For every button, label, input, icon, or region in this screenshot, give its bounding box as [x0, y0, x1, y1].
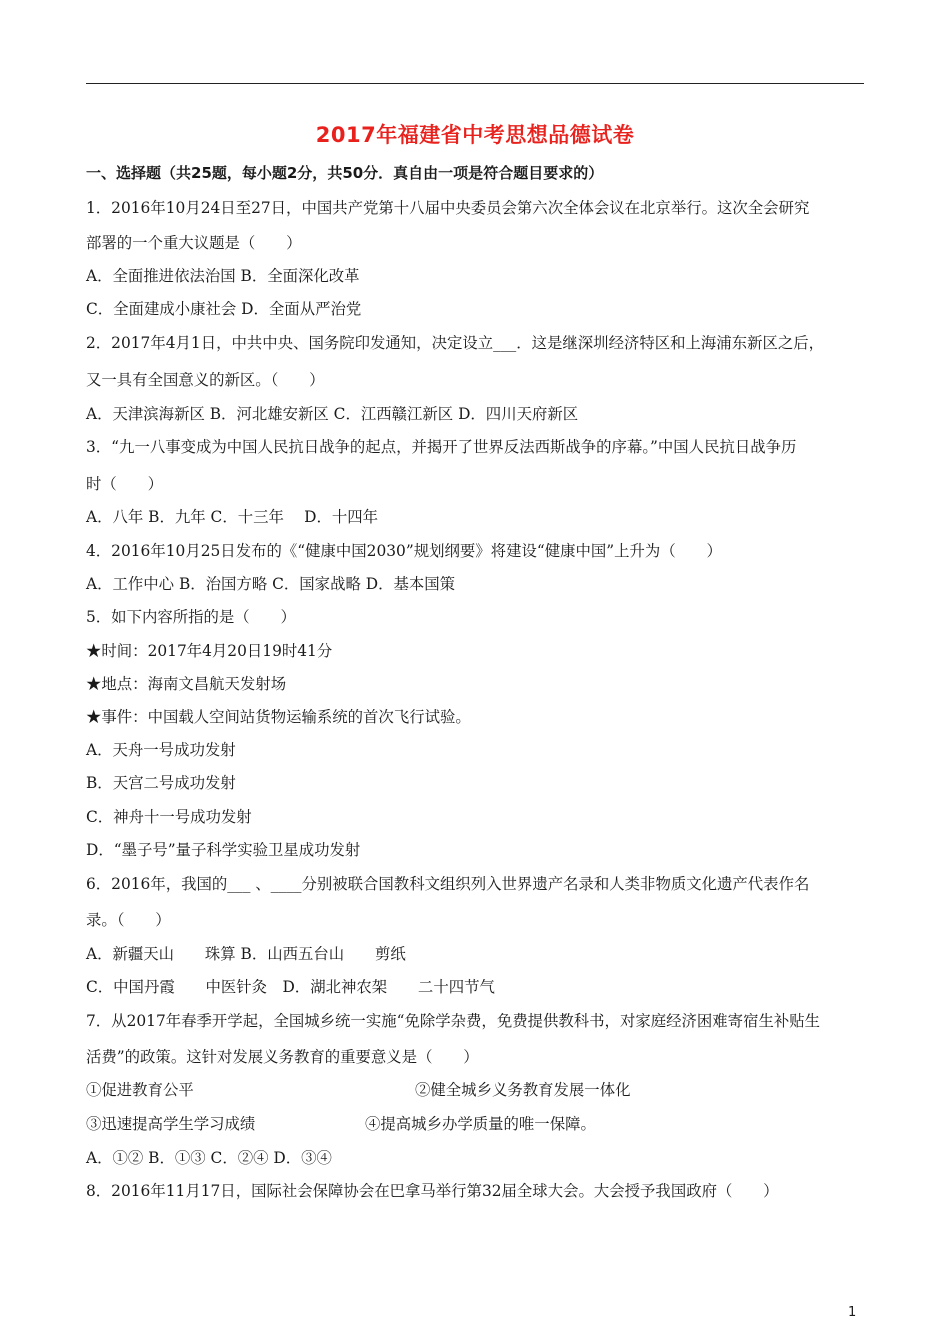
question-8-text: 8．2016年11月17日，国际社会保障协会在巴拿马举行第32届全球大会。大会授予我国政府（ ） [86, 1182, 779, 1200]
page-number: 1 [848, 1305, 857, 1320]
question-3-text-cont: 时（ ） [86, 475, 163, 493]
question-5-time: ★时间：2017年4月20日19时41分 [86, 642, 333, 660]
question-3-text: 3．“九一八事变成为中国人民抗日战争的起点，并揭开了世界反法西斯战争的序幕。”中国人民抗日战争历 [86, 438, 797, 456]
question-7-item-1: ①促进教育公平 [86, 1081, 194, 1099]
question-2-options: A．天津滨海新区 B．河北雄安新区 C．江西赣江新区 D．四川天府新区 [86, 405, 579, 423]
question-7-text: 7．从2017年春季开学起，全国城乡统一实施“免除学杂费，免费提供教科书，对家庭经济困难寄宿生补贴生 [86, 1012, 821, 1030]
question-7-item-2: ②健全城乡义务教育发展一体化 [415, 1081, 631, 1099]
question-5-text: 5．如下内容所指的是（ ） [86, 608, 296, 626]
question-7-options: A．①② B．①③ C．②④ D．③④ [86, 1149, 332, 1167]
question-1-options-ab: A．全面推进依法治国 B．全面深化改革 [86, 267, 360, 285]
page-title: 2017年福建省中考思想品德试卷 [315, 123, 635, 147]
question-1-text: 1．2016年10月24日至27日，中国共产党第十八届中央委员会第六次全体会议在北京举行。这次全会研究 [86, 199, 810, 217]
question-6-options-ab: A．新疆天山 珠算 B．山西五台山 剪纸 [86, 945, 406, 963]
question-6-options-cd: C．中国丹霞 中医针灸 D．湖北神农架 二十四节气 [86, 978, 495, 996]
question-4-options: A．工作中心 B．治国方略 C．国家战略 D．基本国策 [86, 575, 456, 593]
question-5-place: ★地点：海南文昌航天发射场 [86, 675, 287, 693]
question-1-options-cd: C．全面建成小康社会 D．全面从严治党 [86, 300, 362, 318]
question-3-options: A．八年 B．九年 C．十三年 D．十四年 [86, 508, 379, 526]
question-5-option-a: A．天舟一号成功发射 [86, 741, 236, 759]
question-4-text: 4．2016年10月25日发布的《“健康中国2030”规划纲要》将建设“健康中国”上升为（ ） [86, 542, 722, 560]
question-7-text-cont: 活费”的政策。这针对发展义务教育的重要意义是（ ） [86, 1048, 479, 1066]
question-5-option-c: C．神舟十一号成功发射 [86, 808, 252, 826]
question-6-text: 6．2016年，我国的___ 、____分别被联合国教科文组织列入世界遗产名录和人类非物质文化遗产代表作名 [86, 875, 810, 893]
header-rule [86, 83, 864, 84]
question-1-text-cont: 部署的一个重大议题是（ ） [86, 234, 302, 252]
question-7-item-3: ③迅速提高学生学习成绩 [86, 1115, 256, 1133]
question-5-option-b: B．天宫二号成功发射 [86, 774, 236, 792]
section-heading: 一、选择题（共25题，每小题2分，共50分．真自由一项是符合题目要求的） [86, 164, 604, 182]
question-5-event: ★事件：中国载人空间站货物运输系统的首次飞行试验。 [86, 708, 471, 726]
question-6-text-cont: 录。（ ） [86, 911, 171, 929]
question-2-text: 2．2017年4月1日，中共中央、国务院印发通知，决定设立___．这是继深圳经济特区和上海浦东新区之后， [86, 334, 825, 352]
question-5-option-d: D．“墨子号”量子科学实验卫星成功发射 [86, 841, 361, 859]
question-2-text-cont: 又一具有全国意义的新区。（ ） [86, 371, 325, 389]
question-7-item-4: ④提高城乡办学质量的唯一保障。 [365, 1115, 596, 1133]
